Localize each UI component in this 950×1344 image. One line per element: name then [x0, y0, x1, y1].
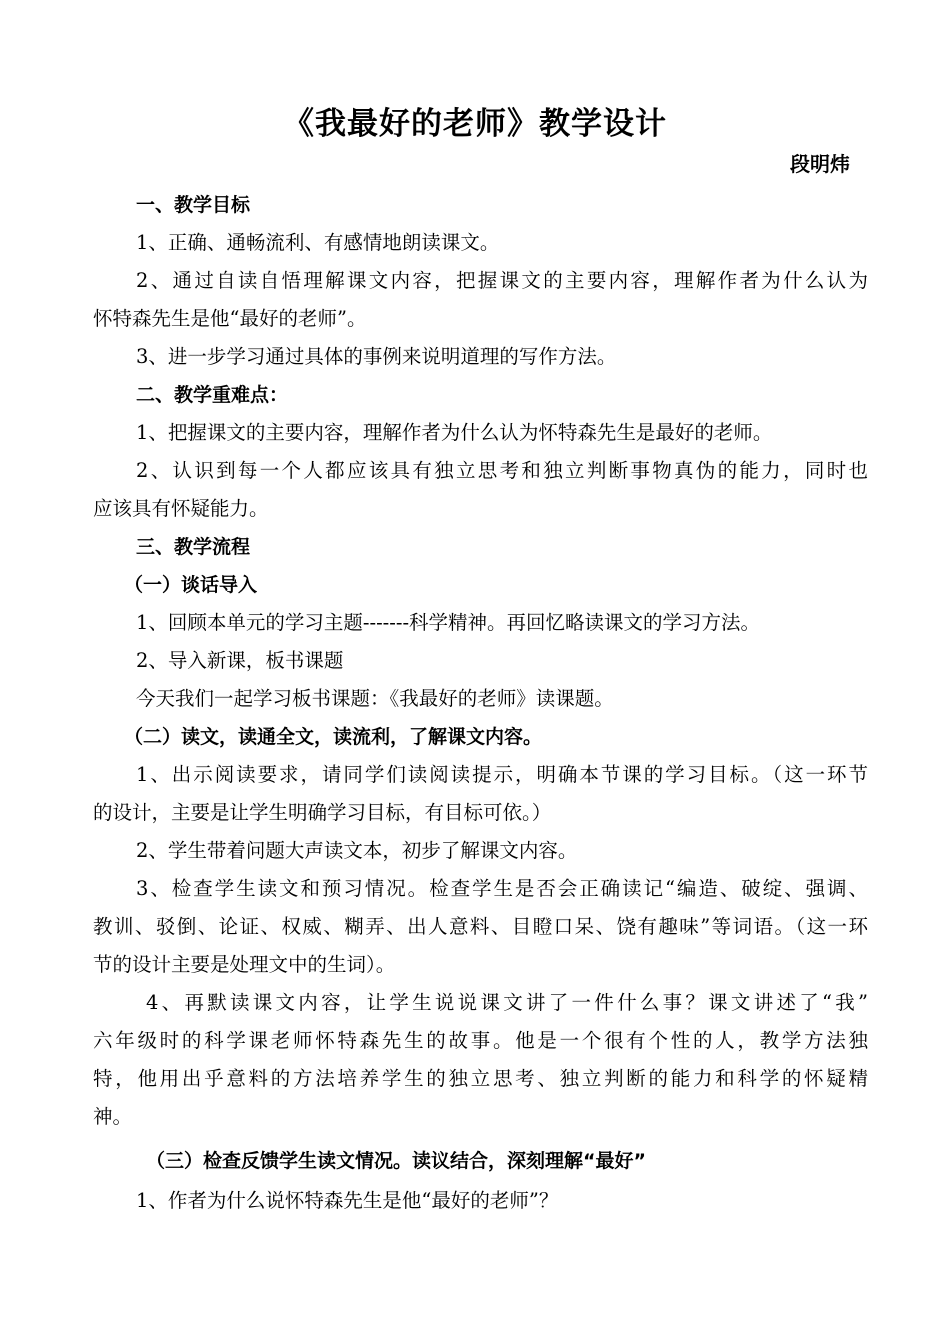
subsection-heading-feedback: （三）检查反馈学生读文情况。读议结合，深刻理解“最好”	[146, 1150, 646, 1172]
subsection-heading-reading: （二）读文，读通全文，读流利，了解课文内容。	[124, 726, 543, 748]
paragraph-line: 1、回顾本单元的学习主题-------科学精神。再回忆略读课文的学习方法。	[136, 611, 761, 634]
section-heading-process: 三、教学流程	[136, 536, 251, 558]
paragraph-line: 2、导入新课，板书课题	[136, 649, 344, 672]
paragraph-line: 神。	[93, 1105, 133, 1128]
paragraph-line: 2、通过自读自悟理解课文内容，把握课文的主要内容，理解作者为什么认为	[136, 269, 868, 292]
subsection-heading-intro: （一）谈话导入	[124, 574, 258, 596]
paragraph-line: 1、出示阅读要求，请同学们读阅读提示，明确本节课的学习目标。（这一环节	[136, 763, 868, 786]
paragraph-line: 的设计，主要是让学生明确学习目标，有目标可依。）	[93, 801, 552, 824]
section-heading-goals: 一、教学目标	[136, 194, 251, 216]
paragraph-line: 2、学生带着问题大声读文本，初步了解课文内容。	[136, 839, 578, 862]
paragraph-line: 1、正确、通畅流利、有感情地朗读课文。	[136, 231, 500, 254]
paragraph-line: 怀特森先生是他“最好的老师”。	[93, 307, 367, 330]
paragraph-line: 特，他用出乎意料的方法培养学生的独立思考、独立判断的能力和科学的怀疑精	[93, 1067, 868, 1090]
document-title: 《我最好的老师》教学设计	[283, 106, 667, 142]
paragraph-line: 4、再默读课文内容，让学生说说课文讲了一件什么事？课文讲述了“我”	[146, 991, 868, 1014]
paragraph-line: 2、认识到每一个人都应该具有独立思考和独立判断事物真伪的能力，同时也	[136, 459, 868, 482]
paragraph-line: 1、作者为什么说怀特森先生是他“最好的老师”？	[136, 1189, 559, 1212]
paragraph-line: 六年级时的科学课老师怀特森先生的故事。他是一个很有个性的人，教学方法独	[93, 1029, 868, 1052]
paragraph-line: 1、把握课文的主要内容，理解作者为什么认为怀特森先生是最好的老师。	[136, 421, 773, 444]
paragraph-line: 节的设计主要是处理文中的生词）。	[93, 953, 396, 976]
paragraph-line: 应该具有怀疑能力。	[93, 497, 269, 520]
paragraph-line: 教训、驳倒、论证、权威、糊弄、出人意料、目瞪口呆、饶有趣味”等词语。（这一环	[93, 915, 868, 938]
author-name: 段明炜	[790, 152, 850, 176]
section-heading-key-points: 二、教学重难点：	[136, 384, 289, 406]
paragraph-line: 今天我们一起学习板书课题：《我最好的老师》读课题。	[136, 687, 614, 710]
paragraph-line: 3、进一步学习通过具体的事例来说明道理的写作方法。	[136, 345, 617, 368]
paragraph-line: 3、检查学生读文和预习情况。检查学生是否会正确读记“编造、破绽、强调、	[136, 877, 868, 900]
